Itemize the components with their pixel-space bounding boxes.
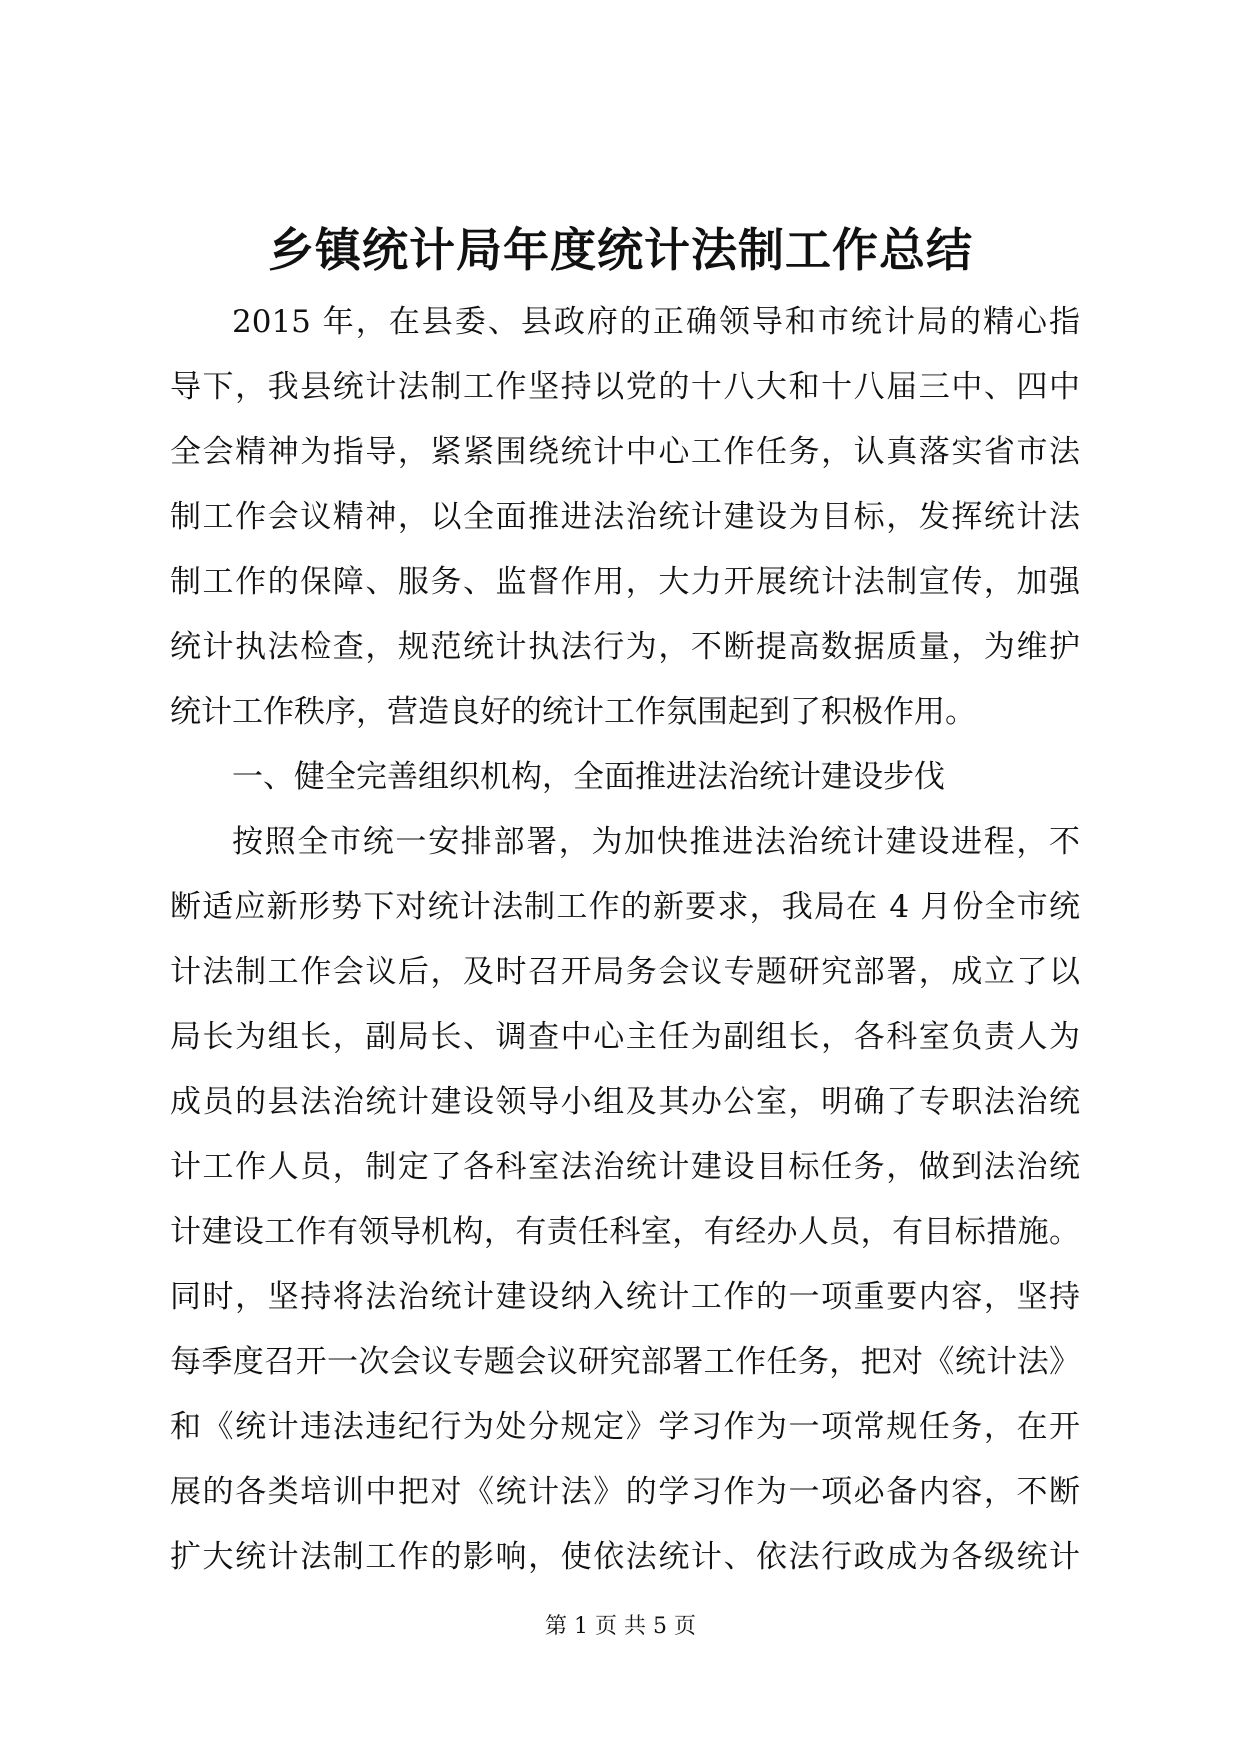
text-line: 统计执法检查，规范统计执法行为，不断提高数据质量，为维护	[170, 629, 1080, 665]
text-line: 全会精神为指导，紧紧围绕统计中心工作任务，认真落实省市法	[170, 434, 1080, 470]
text-line: 按照全市统一安排部署，为加快推进法治统计建设进程，不	[232, 824, 1080, 860]
page-footer: 第 1 页 共 5 页	[545, 1614, 696, 1639]
text-line: 制工作会议精神，以全面推进法治统计建设为目标，发挥统计法	[170, 499, 1080, 535]
text-line: 成员的县法治统计建设领导小组及其办公室，明确了专职法治统	[170, 1084, 1080, 1120]
text-line: 计建设工作有领导机构，有责任科室，有经办人员，有目标措施。	[170, 1214, 1080, 1250]
text-line: 计工作人员，制定了各科室法治统计建设目标任务，做到法治统	[170, 1149, 1080, 1185]
text-line: 局长为组长，副局长、调查中心主任为副组长，各科室负责人为	[170, 1019, 1080, 1055]
section-heading: 一、健全完善组织机构，全面推进法治统计建设步伐	[232, 759, 945, 795]
text-line: 制工作的保障、服务、监督作用，大力开展统计法制宣传，加强	[170, 564, 1080, 600]
text-line: 计法制工作会议后，及时召开局务会议专题研究部署，成立了以	[170, 954, 1080, 990]
text-line: 2015 年，在县委、县政府的正确领导和市统计局的精心指	[232, 304, 1080, 340]
text-line: 扩大统计法制工作的影响，使依法统计、依法行政成为各级统计	[170, 1539, 1080, 1575]
text-line: 统计工作秩序，营造良好的统计工作氛围起到了积极作用。	[170, 694, 976, 730]
document-title: 乡镇统计局年度统计法制工作总结	[268, 223, 973, 277]
text-line: 同时，坚持将法治统计建设纳入统计工作的一项重要内容，坚持	[170, 1279, 1080, 1315]
text-line: 和《统计违法违纪行为处分规定》学习作为一项常规任务，在开	[170, 1409, 1080, 1445]
document-body	[170, 290, 1080, 1590]
text-line: 导下，我县统计法制工作坚持以党的十八大和十八届三中、四中	[170, 369, 1080, 405]
text-line: 每季度召开一次会议专题会议研究部署工作任务，把对《统计法》	[170, 1344, 1080, 1380]
text-line: 展的各类培训中把对《统计法》的学习作为一项必备内容，不断	[170, 1474, 1080, 1510]
text-line: 断适应新形势下对统计法制工作的新要求，我局在 4 月份全市统	[170, 889, 1080, 925]
